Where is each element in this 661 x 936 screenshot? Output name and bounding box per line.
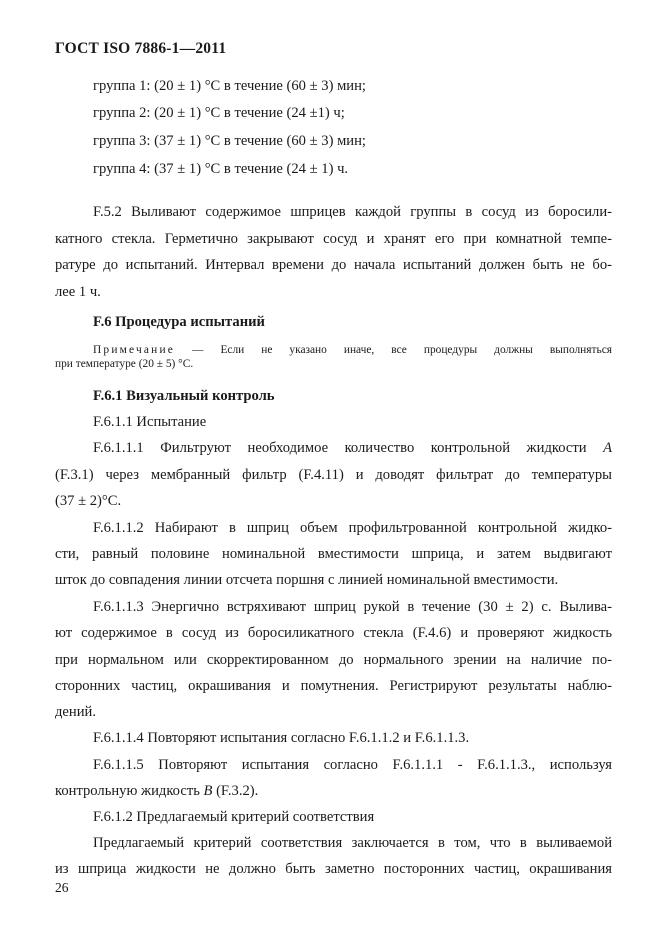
f6112-line-3: шток до совпадения линии отсчета поршня с линией номинальной вместимости. bbox=[55, 572, 559, 588]
f6115-text-b: (F.3.2). bbox=[212, 783, 259, 799]
f6114-line: F.6.1.1.4 Повторяют испытания согласно F.6.1.1.2 и F.6.1.1.3. bbox=[93, 730, 470, 746]
fluid-a-variable: А bbox=[603, 440, 612, 456]
note-label: Примечание bbox=[93, 344, 176, 356]
subsection-f612: F.6.1.2 Предлагаемый критерий соответствия bbox=[93, 809, 375, 825]
f52-line-4: лее 1 ч. bbox=[55, 284, 101, 300]
section-heading-f6: F.6 Процедура испытаний bbox=[93, 314, 265, 330]
note-line-2: при температуре (20 ± 5) °С. bbox=[55, 358, 194, 370]
f6111-line-3: (37 ± 2)°С. bbox=[55, 493, 122, 509]
f6115-line-2 bbox=[55, 782, 258, 800]
f6113-line-5: дений. bbox=[55, 704, 96, 720]
f6111-line-1 bbox=[93, 439, 612, 457]
f6113-line-2: ют содержимое в сосуд из боросиликатного стекла (F.4.6) и проверяют жидкость bbox=[55, 625, 612, 641]
page-number: 26 bbox=[55, 880, 69, 895]
subsection-f611: F.6.1.1 Испытание bbox=[93, 414, 207, 430]
f6111-line-2: (F.3.1) через мембранный фильтр (F.4.11) и доводят фильтрат до температуры bbox=[55, 467, 612, 483]
f52-line-2: катного стекла. Герметично закрывают сосуд и хранят его при комнатной темпе- bbox=[55, 231, 612, 247]
criterion-line-1: Предлагаемый критерий соответствия заключается в том, что в выливаемой bbox=[93, 835, 612, 851]
f6111-text: F.6.1.1.1 Фильтруют необходимое количество контрольной жидкости bbox=[93, 440, 604, 456]
f6113-line-1: F.6.1.1.3 Энергично встряхивают шприц рукой в течение (30 ± 2) с. Вылива- bbox=[93, 599, 612, 615]
group-2-line: группа 2: (20 ± 1) °С в течение (24 ±1) ч; bbox=[93, 105, 345, 121]
note-line-1 bbox=[93, 343, 612, 357]
f6115-text-a: контрольную жидкость bbox=[55, 783, 204, 799]
fluid-b-variable: В bbox=[203, 783, 213, 799]
f6112-line-1: F.6.1.1.2 Набирают в шприц объем профильтрованной контрольной жидко- bbox=[93, 520, 612, 536]
group-4-line: группа 4: (37 ± 1) °С в течение (24 ± 1) ч. bbox=[93, 161, 349, 177]
f52-line-3: ратуре до испытаний. Интервал времени до начала испытаний должен быть не бо- bbox=[55, 257, 612, 273]
group-3-line: группа 3: (37 ± 1) °С в течение (60 ± 3) мин; bbox=[93, 133, 366, 149]
criterion-line-2: из шприца жидкости не должно быть заметно посторонних частиц, окрашивания bbox=[55, 861, 612, 877]
f6112-line-2: сти, равный половине номинальной вместимости шприца, и затем выдвигают bbox=[55, 546, 612, 562]
standard-header: ГОСТ ISO 7886-1—2011 bbox=[55, 40, 227, 57]
f52-line-1: F.5.2 Выливают содержимое шприцев каждой группы в сосуд из боросили- bbox=[93, 204, 612, 220]
f6113-line-3: при нормальном или скорректированном до нормального зрении на наличие по- bbox=[55, 652, 612, 668]
note-text: — Если не указано иначе, все процедуры должны выполняться bbox=[192, 344, 612, 356]
group-1-line: группа 1: (20 ± 1) °С в течение (60 ± 3) мин; bbox=[93, 78, 366, 94]
section-heading-f61: F.6.1 Визуальный контроль bbox=[93, 388, 275, 404]
f6113-line-4: сторонних частиц, окрашивания и помутнения. Регистрируют результаты наблю- bbox=[55, 678, 612, 694]
f6115-line-1: F.6.1.1.5 Повторяют испытания согласно F.6.1.1.1 - F.6.1.1.3., используя bbox=[93, 757, 612, 773]
